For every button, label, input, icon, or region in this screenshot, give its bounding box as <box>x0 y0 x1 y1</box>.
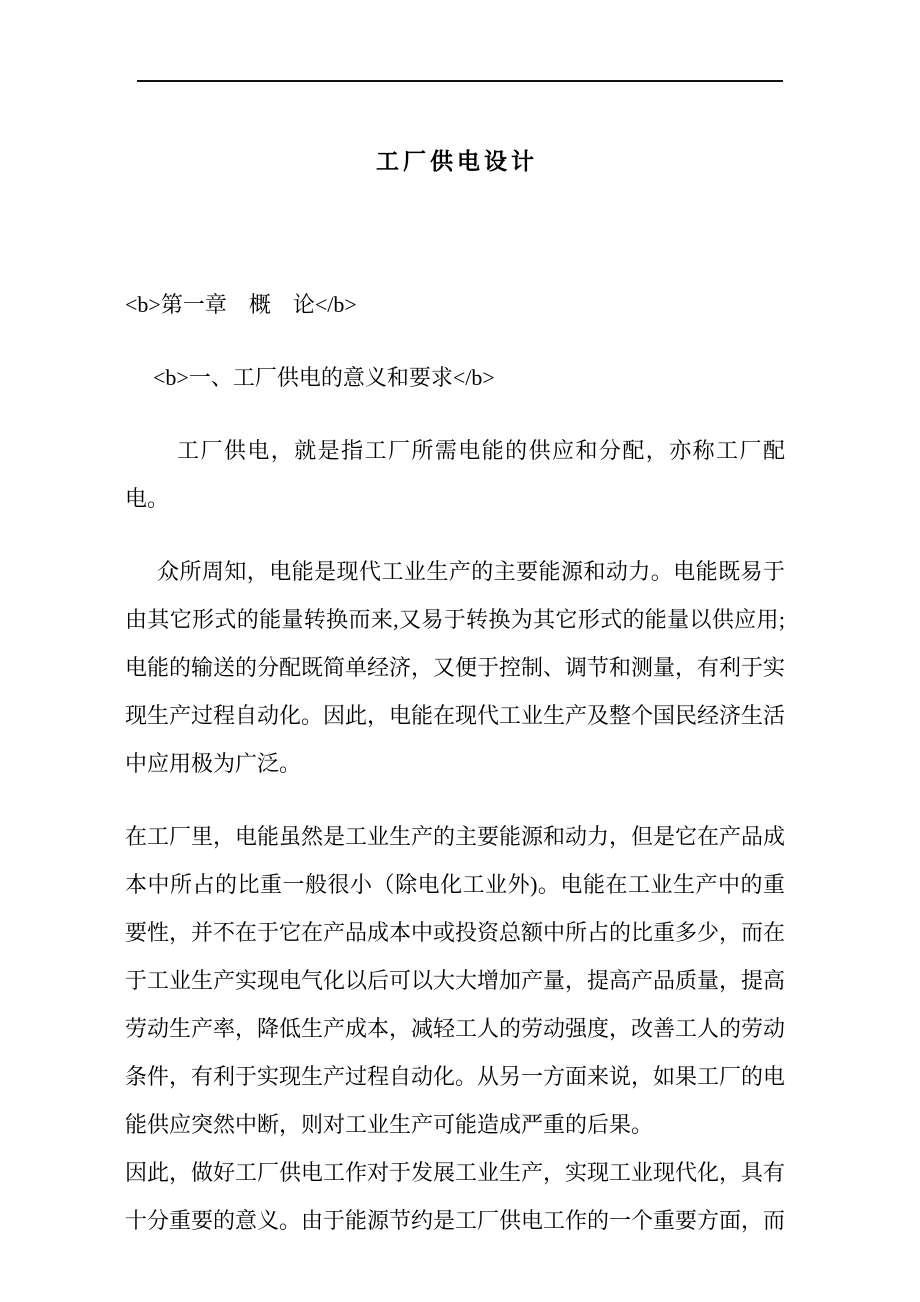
paragraph-factory-importance: 在工厂里，电能虽然是工业生产的主要能源和动力，但是它在产品成本中所占的比重一般很小（除电化工业外)。电能在工业生产中的重要性，并不在于它在产品成本中或投资总额中所占的比重多少，而在于工业生产实现电气化以后可以大大增加产量，提高产品质量，提高劳动生产率，降低生产成本，减轻工人的劳动强度，改善工人的劳动条件，有利于实现生产过程自动化。从另一方面来说，如果工厂的电能供应突然中断，则对工业生产可能造成严重的后果。 <box>125 824 786 1137</box>
paragraph-definition: 工厂供电，就是指工厂所需电能的供应和分配，亦称工厂配电。 <box>125 438 785 511</box>
document-body <box>125 0 785 1245</box>
paragraph-conclusion: 因此，做好工厂供电工作对于发展工业生产，实现工业现代化，具有十分重要的意义。由于能源节约是工厂供电工作的一个重要方面，而 <box>125 1160 786 1233</box>
paragraph-electric-energy: 众所周知，电能是现代工业生产的主要能源和动力。电能既易于由其它形式的能量转换而来,又易于转换为其它形式的能量以供应用;电能的输送的分配既简单经济，又便于控制、调节和测量，有利于实现生产过程自动化。因此，电能在现代工业生产及整个国民经济生活中应用极为广泛。 <box>125 559 786 776</box>
section-heading: <b>一、工厂供电的意义和要求</b> <box>153 365 495 390</box>
document-title: 工厂供电设计 <box>376 149 538 174</box>
chapter-heading: <b>第一章 概 论</b> <box>125 292 357 317</box>
